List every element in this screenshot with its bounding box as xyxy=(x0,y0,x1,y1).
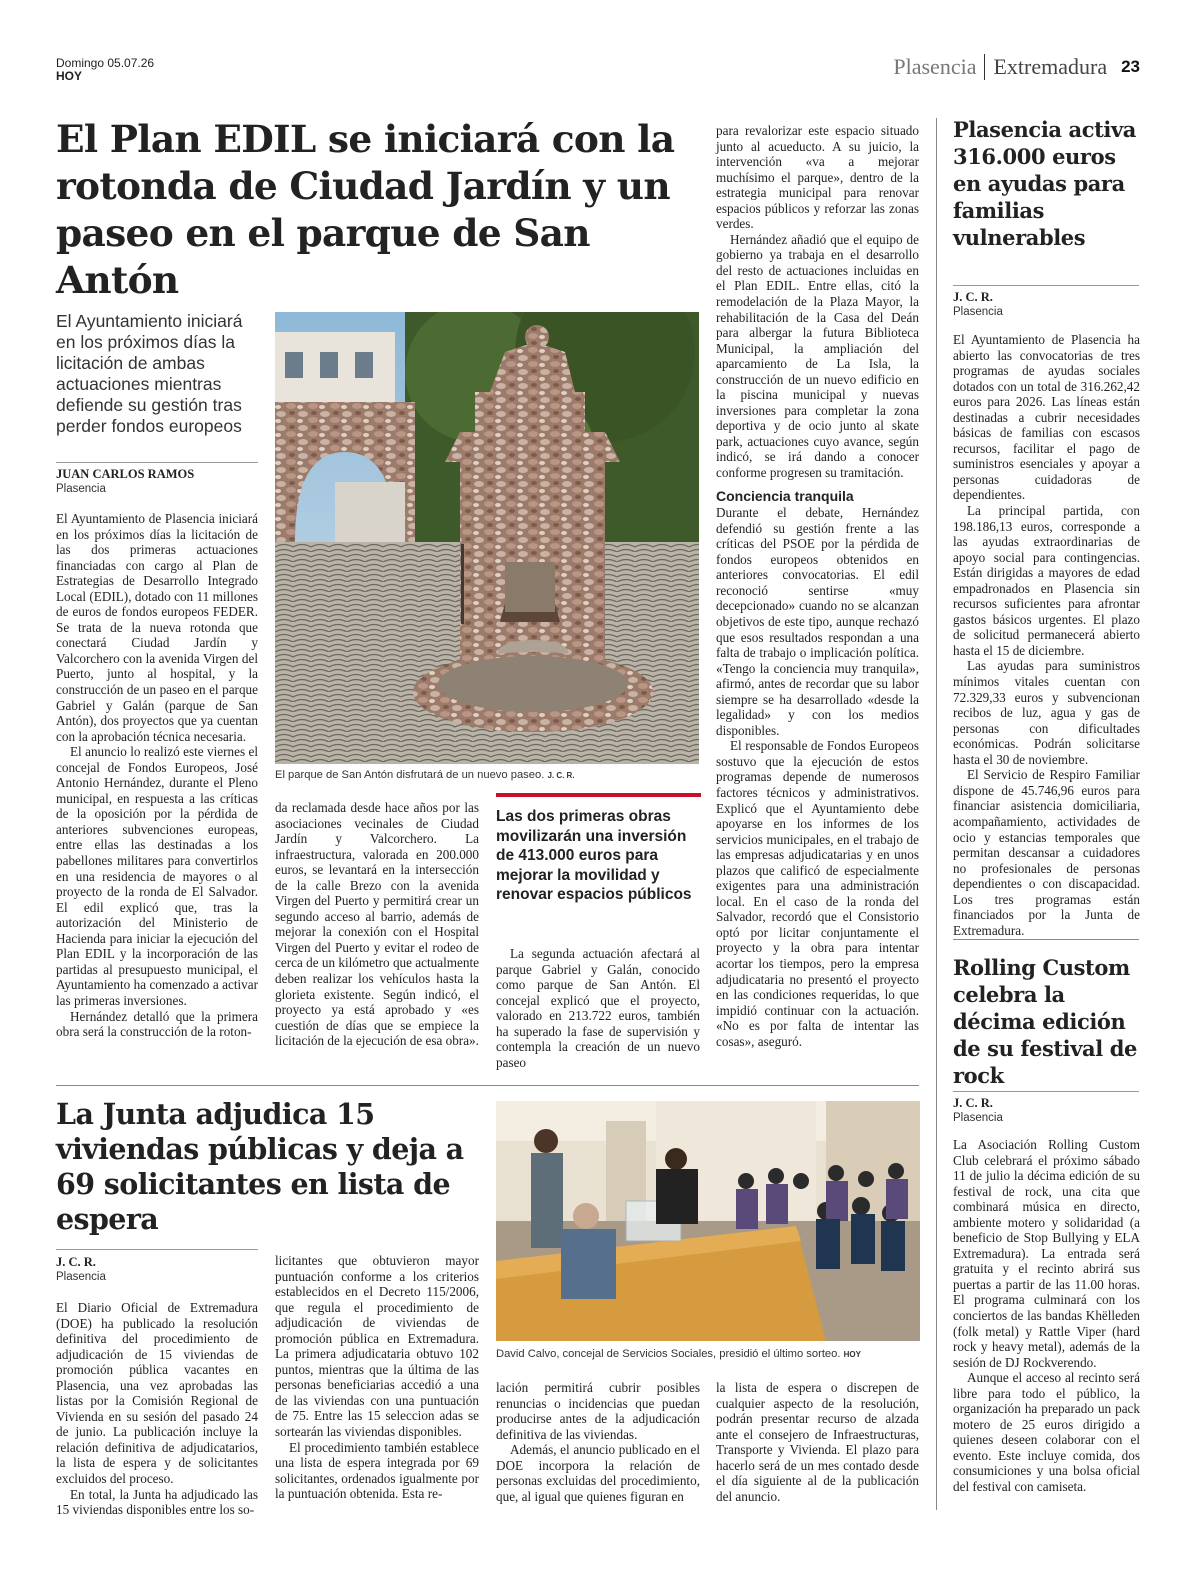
paragraph: La segunda actuación afectará al parque Gabriel y Galán, conocido como parque de San Antón. El concejal explicó que el proyecto, valorado en 213.722 euros, también ha superado la fase de supervisión y contempla la creación de un nuevo paseo xyxy=(496,946,700,1070)
edition-date xyxy=(56,57,154,83)
subheading: Conciencia tranquila xyxy=(716,487,854,504)
byline xyxy=(953,290,1139,320)
photo2-caption xyxy=(496,1348,920,1360)
paragraph: La principal partida, con 198.186,13 euros, corresponde a las ayudas extraordinarias de apoyo social para contingencias. Están dirigidas a mayores de edad empadronados en Plasencia sin recursos suficientes para afrontar gastos básicos urgentes. El plazo de solicitud permanecerá abierto hasta el 15 de diciembre. xyxy=(953,503,1140,658)
page-number: 23 xyxy=(1121,57,1140,76)
article3-body xyxy=(953,332,1140,938)
paragraph: para revalorizar este espacio situado junto al acueducto. A su juicio, la intervención «va a mejorar muchísimo el parque», dentro de la estrategia municipal para renovar espacios públicos y reforzar las zonas verdes. xyxy=(716,123,919,232)
paragraph: En total, la Junta ha adjudicado las 15 viviendas disponibles entre los so- xyxy=(56,1486,258,1518)
main-headline: El Plan EDIL se iniciará con la rotonda de Ciudad Jardín y un paseo en el parque de San Antón xyxy=(56,117,675,302)
date-text: Domingo 05.07.26 xyxy=(56,56,155,70)
caption-text: El parque de San Antón disfrutará de un nuevo paseo. xyxy=(275,769,545,781)
author-name: J. C. R. xyxy=(56,1255,96,1269)
byline xyxy=(953,1096,1139,1126)
article2-column-3 xyxy=(496,1380,700,1504)
article1-column-3 xyxy=(496,946,700,1070)
paragraph: Hernández detalló que la primera obra será la construcción de la roton- xyxy=(56,1008,258,1040)
paragraph: licitantes que obtuvieron mayor puntuación conforme a los criterios establecidos en el Decreto 115/2006, que regula el procedimiento de adjudicación de viviendas de promoción pública en Extremadura. La primera adjudicataria obtuvo 102 puntos, mientras que la última de las personas beneficiarias accedió a una de las viviendas con una puntuación de 75. Entre las 15 seleccion adas se sortearán las viviendas disponibles. xyxy=(275,1253,479,1440)
paragraph: Las ayudas para suministros mínimos vitales cuentan con 72.329,33 euros y subvencionan recibos de luz, agua y gas de personas con dificultades económicas. Podrán solicitarse hasta el 30 de noviembre. xyxy=(953,658,1140,767)
paragraph: Además, el anuncio publicado en el DOE incorpora la relación de personas excluidas del procedimiento, que, al igual que quienes figuran en xyxy=(496,1442,700,1504)
photo-credit: J. C. R. xyxy=(547,771,575,780)
byline-location: Plasencia xyxy=(56,1271,106,1283)
byline-rule xyxy=(56,1249,258,1250)
byline-rule xyxy=(953,285,1139,286)
sidebar-section-rule xyxy=(953,939,1139,940)
byline xyxy=(56,467,258,497)
pullquote: Las dos primeras obras movilizarán una inversión de 413.000 euros para mejorar la movilidad y renovar espacios públicos xyxy=(496,808,692,903)
article3-headline: Plasencia activa 316.000 euros en ayudas para familias vulnerables xyxy=(953,117,1136,250)
section-header xyxy=(893,54,1140,80)
paragraph: El anuncio lo realizó este viernes el concejal de Fondos Europeos, José Antonio Hernández, durante el Pleno municipal, en respuesta a las críticas de la oposición por la pérdida de anteriores subvenciones europeas, entre ellas las destinadas a los pabellones militares para convertirlos en una residencia de mayores o al proyecto de la ronda de El Salvador. El edil explicó que, tras la autorización del Ministerio de Hacienda para iniciar la ejecución del Plan EDIL y la incorporación de las partidas al presupuesto municipal, el Ayuntamiento ha comenzado a activar las primeras inversiones. xyxy=(56,744,258,1008)
photo-credit: HOY xyxy=(843,1350,861,1359)
author-name: J. C. R. xyxy=(953,1096,993,1110)
article-deck: El Ayuntamiento iniciará en los próximos días la licitación de ambas actuaciones mientras defiende su gestión tras perder fondos europeos xyxy=(56,311,243,436)
park-fountain-photo xyxy=(275,312,699,764)
paragraph: El Diario Oficial de Extremadura (DOE) ha publicado la resolución definitiva del procedimiento de adjudicación de 15 viviendas de promoción pública vacantes en Plasencia, una vez aprobadas las listas por la Comisión Regional de Vivienda en su sesión del pasado 24 de junio. La publicación incluye la relación definitiva de adjudicatarios, la lista de espera y de solicitantes excluidos del proceso. xyxy=(56,1300,258,1487)
byline-location: Plasencia xyxy=(953,306,1003,318)
pullquote-bar xyxy=(496,793,701,797)
article4-headline: Rolling Custom celebra la décima edición de su festival de rock xyxy=(953,955,1137,1088)
section-region: Extremadura xyxy=(993,54,1108,79)
paragraph: lación permitirá cubrir posibles renuncias o incidencias que puedan producirse antes de la adjudicación definitiva de las viviendas. xyxy=(496,1380,700,1442)
caption-text: David Calvo, concejal de Servicios Sociales, presidió el último sorteo. xyxy=(496,1348,841,1360)
article2-column-4 xyxy=(716,1380,919,1504)
paragraph: El Servicio de Respiro Familiar dispone de 45.746,96 euros para financiar asistencia domiciliaria, acompañamiento, actividades de ocio y estancias temporales que permitan descansar a cuidadores no profesionales de personas dependientes o con discapacidad. Los tres programas están financiados por la Junta de Extremadura. xyxy=(953,767,1140,938)
byline-rule xyxy=(953,1091,1139,1092)
paper-name: HOY xyxy=(56,69,83,83)
article2-headline: La Junta adjudica 15 viviendas públicas y deja a 69 solicitantes en lista de espera xyxy=(56,1097,464,1236)
article1-column-2 xyxy=(275,800,479,1049)
park-fountain-illustration xyxy=(275,312,699,764)
housing-lottery-illustration xyxy=(496,1101,920,1341)
paragraph: La Asociación Rolling Custom Club celebrará el próximo sábado 11 de julio la décima edición de su festival de rock, una cita que combinará música en directo, ambiente motero y solidaridad (a beneficio de Stop Bullying y ELA Extremadura). La entrada será gratuita y el recinto abrirá sus puertas a partir de las 11.00 horas. El programa culminará con los conciertos de las bandas Khëlleden (folk metal) y Rattle Viper (hard rock y heavy metal), además de la sesión de DJ Rockverendo. xyxy=(953,1137,1140,1370)
article1-column-1 xyxy=(56,511,258,1040)
byline-location: Plasencia xyxy=(953,1112,1003,1124)
paragraph: El Ayuntamiento de Plasencia ha abierto las convocatorias de tres programas de ayudas sociales dotados con un total de 316.262,42 euros para 2026. Las líneas están destinadas a cubrir necesidades básicas de familias con escasos recursos, facilitar el pago de suministros esenciales y apoyar a personas cuidadoras de dependientes. xyxy=(953,332,1140,503)
paragraph: Durante el debate, Hernández defendió su gestión frente a las críticas del PSOE por la pérdida de fondos europeos obtenidos en anteriores convocatorias. El edil reconoció sentirse «muy decepcionado» cuando no se alcanzan objetivos de este tipo, aunque rechazó que esos resultados respondan a una falta de trabajo o implicación política. «Tengo la conciencia muy tranquila», afirmó, antes de recordar que su labor siempre se ha desarrollado «desde la legalidad» y con los medios disponibles. xyxy=(716,505,919,738)
author-name: JUAN CARLOS RAMOS xyxy=(56,467,195,481)
paragraph: El procedimiento también establece una lista de espera integrada por 69 solicitantes, ordenados igualmente por la puntuación obtenida. Esta re- xyxy=(275,1439,479,1502)
author-name: J. C. R. xyxy=(953,290,993,304)
byline-location: Plasencia xyxy=(56,483,106,495)
paragraph: Aunque el acceso al recinto será libre para todo el público, la organización ha preparado un pack motero de 25 euros dirigido a quienes deseen colaborar con el evento. Este incluye comida, dos consumiciones y una bolsa oficial del festival con camiseta. xyxy=(953,1370,1140,1495)
article2-column-1 xyxy=(56,1300,258,1518)
photo1-caption xyxy=(275,769,699,781)
paragraph: la lista de espera o discrepen de cualquier aspecto de la resolución, podrán presentar recurso de alzada ante el consejero de Infraestructuras, Transporte y Vivienda. El plazo para hacerlo será de un mes contado desde el día siguiente al de la publicación del anuncio. xyxy=(716,1380,919,1504)
paragraph: Hernández añadió que el equipo de gobierno ya trabaja en el desarrollo del resto de actuaciones incluidas en el Plan EDIL. Entre ellas, citó la remodelación de la Plaza Mayor, la rehabilitación de la Casa del Deán para albergar la futura Biblioteca Municipal, la ampliación del aparcamiento de La Isla, la construcción de un nuevo edificio en la piscina municipal y nuevas inversiones para completar la zona deportiva y de ocio junto al skate park, actuaciones cuyo avance, según indicó, se irá dando a conocer conforme progresen su tramitación. xyxy=(716,231,919,481)
paragraph: El Ayuntamiento de Plasencia iniciará en los próximos días la licitación de las dos primeras actuaciones financiadas con cargo al Plan de Estrategias de Desarrollo Integrado Local (EDIL), dotado con 11 millones de euros de fondos europeos FEDER. Se trata de la nueva rotonda que conectará Ciudad Jardín y Valcorchero con la avenida Virgen del Puerto, junto al hospital, y la construcción de un paseo en el parque Gabriel y Galán (parque de San Antón), dos proyectos que ya cuentan con la aprobación técnica necesaria. xyxy=(56,511,258,744)
article4-body xyxy=(953,1137,1140,1495)
byline-rule xyxy=(56,462,258,463)
paragraph: El responsable de Fondos Europeos sostuvo que la ejecución de estos programas depende de numerosos factores técnicos y administrativos. Explicó que el Ayuntamiento debe apoyarse en los informes de los servicios municipales, en el trabajo de las empresas adjudicatarias y en unos plazos que calificó de especialmente exigentes para una administración local. En el caso de la ronda del Salvador, recordó que el Consistorio optó por licitar conjuntamente el proyecto y la obra para intentar acortar los tiempos, pero la empresa adjudicataria no presentó el proyecto en las condiciones requeridas, lo que impidió continuar con la actuación. «No es por falta de intentar las cosas», aseguró. xyxy=(716,738,919,1049)
section-divider xyxy=(984,54,985,80)
section-rule xyxy=(56,1085,919,1086)
article1-column-4 xyxy=(716,123,919,1049)
paragraph: da reclamada desde hace años por las asociaciones vecinales de Ciudad Jardín y Valcorchero. La infraestructura, valorada en 200.000 euros, se levantará en la intersección de la calle Brezo con la avenida Virgen del Puerto y permitirá crear un segundo acceso al barrio, además de mejorar la conexión con el Hospital Virgen del Puerto y evitar el rodeo de cerca de un kilómetro que actualmente deben realizar los vehículos hasta la glorieta existente. Según indicó, el proyecto ya está aprobado y «es cuestión de días que se empiece la licitación de la ejecución de esa obra». xyxy=(275,800,479,1049)
article2-column-2 xyxy=(275,1253,479,1502)
section-city: Plasencia xyxy=(893,54,977,79)
byline xyxy=(56,1255,258,1285)
housing-lottery-photo xyxy=(496,1101,920,1341)
sidebar-divider xyxy=(936,118,937,1510)
